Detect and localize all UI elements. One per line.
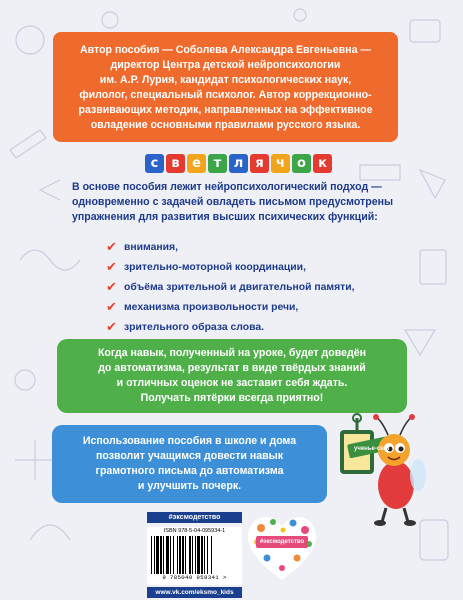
logo-letter: е: [187, 154, 206, 173]
intro-line: упражнения для развития высших психических функций:: [72, 211, 378, 223]
usage-line: позволит учащимся довести навык: [95, 450, 284, 462]
logo-letter: к: [313, 154, 332, 173]
logo-letter: в: [166, 154, 185, 173]
usage-box: [52, 425, 327, 503]
list-item-text: зрительно-моторной координации,: [124, 262, 306, 273]
author-line: директор Центра детской нейропсихологии: [110, 59, 341, 71]
hashtag-label: #эксмодетство: [147, 512, 242, 523]
barcode-bar: [166, 536, 169, 574]
intro-line: одновременно с задачей овладеть письмом предусмотрены: [72, 196, 394, 208]
intro-line: В основе пособия лежит нейропсихологический подход —: [72, 181, 382, 193]
author-line: овладение основными правилами русского языка.: [90, 119, 361, 131]
barcode-bar: [160, 536, 162, 574]
list-item: [108, 258, 355, 278]
motivation-line: Когда навык, полученный на уроке, будет доведён: [97, 347, 367, 359]
barcode-bar: [177, 536, 178, 574]
barcode-bar: [197, 536, 200, 574]
usage-line: Использование пособия в школе и дома: [82, 435, 297, 447]
author-line: развивающих методик, направленных на эффективное: [78, 104, 373, 116]
barcode-bar: [154, 536, 155, 574]
motivation-line: до автоматизма, результат в виде твёрдых знаний: [98, 362, 366, 374]
barcode-bar: [156, 536, 159, 574]
motivation-line: и отличных оценок не заставит себя ждать.: [116, 377, 348, 389]
list-item-text: механизма произвольности речи,: [124, 302, 299, 313]
list-item-text: внимания,: [124, 242, 178, 253]
firefly-mascot-illustration: [318, 410, 428, 530]
barcode-bar: [151, 536, 152, 574]
author-line: Автор пособия — Соболева Александра Евгеньевна —: [80, 44, 371, 56]
isbn-barcode: [147, 527, 242, 585]
barcode-bar: [201, 536, 203, 574]
author-info-box: [53, 32, 398, 142]
check-icon: ✔: [106, 240, 117, 255]
functions-list: [108, 238, 355, 338]
logo-letter: я: [250, 154, 269, 173]
check-icon: ✔: [106, 260, 117, 275]
logo-letter: о: [292, 154, 311, 173]
author-line: им. А.Р. Лурия, кандидат психологических наук,: [99, 74, 352, 86]
list-item: [108, 238, 355, 258]
svetlyachok-logo: [145, 154, 332, 173]
check-icon: ✔: [106, 300, 117, 315]
vk-url: www.vk.com/eksmo_kids: [147, 587, 242, 598]
motivation-box: [57, 339, 407, 413]
check-icon: ✔: [106, 280, 117, 295]
intro-text: [72, 180, 412, 225]
list-item: [108, 318, 355, 338]
heart-hashtag: #эксмодетство: [256, 536, 308, 548]
isbn-number: ISBN 978-5-04-095934-1: [163, 528, 226, 534]
logo-letter: т: [208, 154, 227, 173]
logo-letter: ч: [271, 154, 290, 173]
barcode-bar: [173, 536, 174, 574]
usage-line: грамотного письма до автоматизма: [95, 465, 284, 477]
barcode-digits: 9 785040 959341 >: [162, 574, 227, 581]
author-line: филолог, специальный психолог. Автор коррекционно-: [79, 89, 372, 101]
barcode-bars: [151, 536, 238, 574]
mascot-sign: ученье-свет: [354, 446, 390, 452]
check-icon: ✔: [106, 320, 117, 335]
barcode-bar: [179, 536, 181, 574]
list-item: [108, 298, 355, 318]
barcode-bar: [204, 536, 205, 574]
list-item: [108, 278, 355, 298]
barcode-bar: [211, 536, 212, 574]
barcode-bar: [185, 536, 186, 574]
motivation-line: Получать пятёрки всегда приятно!: [140, 392, 324, 404]
barcode-bar: [192, 536, 193, 574]
barcode-bar: [207, 536, 208, 574]
barcode-bar: [195, 536, 196, 574]
barcode-bar: [170, 536, 171, 574]
barcode-bar: [163, 536, 164, 574]
list-item-text: зрительного образа слова.: [124, 322, 265, 333]
list-item-text: объёма зрительной и двигательной памяти,: [124, 282, 355, 293]
barcode-bar: [182, 536, 184, 574]
barcode-bar: [189, 536, 191, 574]
logo-letter: л: [229, 154, 248, 173]
logo-letter: с: [145, 154, 164, 173]
usage-line: и улучшить почерк.: [137, 480, 242, 492]
